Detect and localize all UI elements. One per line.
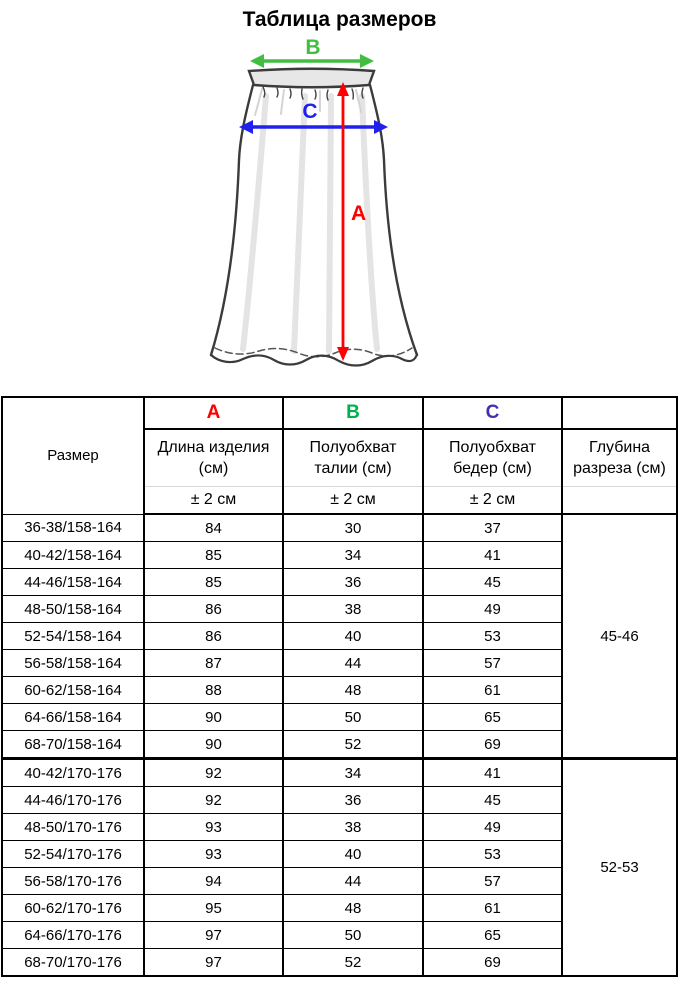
value-cell-b: 48 [283,677,423,704]
table-row [2,759,677,787]
value-cell-a: 92 [144,759,283,787]
value-cell-b: 36 [283,569,423,596]
size-cell: 64-66/158-164 [2,704,144,731]
value-cell-c: 69 [423,949,562,977]
value-cell-a: 93 [144,814,283,841]
size-cell: 60-62/170-176 [2,895,144,922]
value-cell-a: 95 [144,895,283,922]
size-table-body [2,514,677,976]
value-cell-c: 53 [423,841,562,868]
skirt-diagram [0,34,679,396]
value-cell-c: 53 [423,623,562,650]
column-name-a: Длина изделия (см) [144,429,283,487]
b-label: B [305,36,321,59]
value-cell-a: 88 [144,677,283,704]
size-cell: 44-46/158-164 [2,569,144,596]
value-cell-c: 65 [423,922,562,949]
value-cell-b: 34 [283,759,423,787]
value-cell-a: 93 [144,841,283,868]
value-cell-a: 94 [144,868,283,895]
tolerance-depth-empty [562,487,677,515]
page-title: Таблица размеров [242,8,437,31]
size-cell: 68-70/170-176 [2,949,144,977]
value-cell-c: 61 [423,677,562,704]
size-cell: 36-38/158-164 [2,514,144,542]
value-cell-a: 87 [144,650,283,677]
value-cell-c: 41 [423,542,562,569]
value-cell-a: 97 [144,949,283,977]
column-name-b: Полуобхват талии (см) [283,429,423,487]
tolerance-c: ± 2 см [423,487,562,515]
depth-merged-cell: 52-53 [562,759,677,977]
depth-column-header: Глубина разреза (см) [562,429,677,487]
value-cell-a: 85 [144,569,283,596]
value-cell-c: 37 [423,514,562,542]
c-label: C [302,100,318,123]
value-cell-b: 50 [283,922,423,949]
size-cell: 52-54/158-164 [2,623,144,650]
value-cell-c: 69 [423,731,562,759]
tolerance-b: ± 2 см [283,487,423,515]
size-cell: 56-58/158-164 [2,650,144,677]
value-cell-c: 57 [423,868,562,895]
value-cell-c: 45 [423,569,562,596]
value-cell-a: 86 [144,596,283,623]
value-cell-c: 49 [423,596,562,623]
value-cell-a: 84 [144,514,283,542]
value-cell-b: 44 [283,868,423,895]
value-cell-c: 65 [423,704,562,731]
value-cell-c: 49 [423,814,562,841]
size-cell: 60-62/158-164 [2,677,144,704]
depth-merged-cell: 45-46 [562,514,677,759]
a-label: A [351,202,367,225]
value-cell-c: 41 [423,759,562,787]
column-letter-c: C [423,397,562,429]
value-cell-b: 52 [283,731,423,759]
size-cell: 40-42/170-176 [2,759,144,787]
size-cell: 40-42/158-164 [2,542,144,569]
value-cell-b: 40 [283,623,423,650]
size-cell: 56-58/170-176 [2,868,144,895]
value-cell-b: 52 [283,949,423,977]
header-letters-row [2,397,677,429]
value-cell-a: 86 [144,623,283,650]
value-cell-a: 85 [144,542,283,569]
value-cell-b: 38 [283,814,423,841]
size-cell: 68-70/158-164 [2,731,144,759]
value-cell-b: 38 [283,596,423,623]
size-cell: 64-66/170-176 [2,922,144,949]
value-cell-b: 36 [283,787,423,814]
value-cell-c: 57 [423,650,562,677]
value-cell-b: 34 [283,542,423,569]
value-cell-a: 90 [144,704,283,731]
value-cell-a: 92 [144,787,283,814]
value-cell-b: 50 [283,704,423,731]
waistband [249,69,374,88]
value-cell-c: 45 [423,787,562,814]
a-arrow [337,82,349,361]
size-cell: 48-50/170-176 [2,814,144,841]
value-cell-b: 40 [283,841,423,868]
table-row [2,514,677,542]
value-cell-a: 97 [144,922,283,949]
size-cell: 44-46/170-176 [2,787,144,814]
tolerance-a: ± 2 см [144,487,283,515]
value-cell-b: 48 [283,895,423,922]
column-name-c: Полуобхват бедер (см) [423,429,562,487]
size-table [1,396,678,977]
hem-line [211,354,417,366]
column-letter-a: A [144,397,283,429]
value-cell-b: 44 [283,650,423,677]
column-letter-b: B [283,397,423,429]
value-cell-b: 30 [283,514,423,542]
value-cell-c: 61 [423,895,562,922]
column-letter-depth-empty [562,397,677,429]
size-cell: 52-54/170-176 [2,841,144,868]
value-cell-a: 90 [144,731,283,759]
size-column-header: Размер [2,397,144,514]
gather-ticks [263,87,363,100]
size-cell: 48-50/158-164 [2,596,144,623]
